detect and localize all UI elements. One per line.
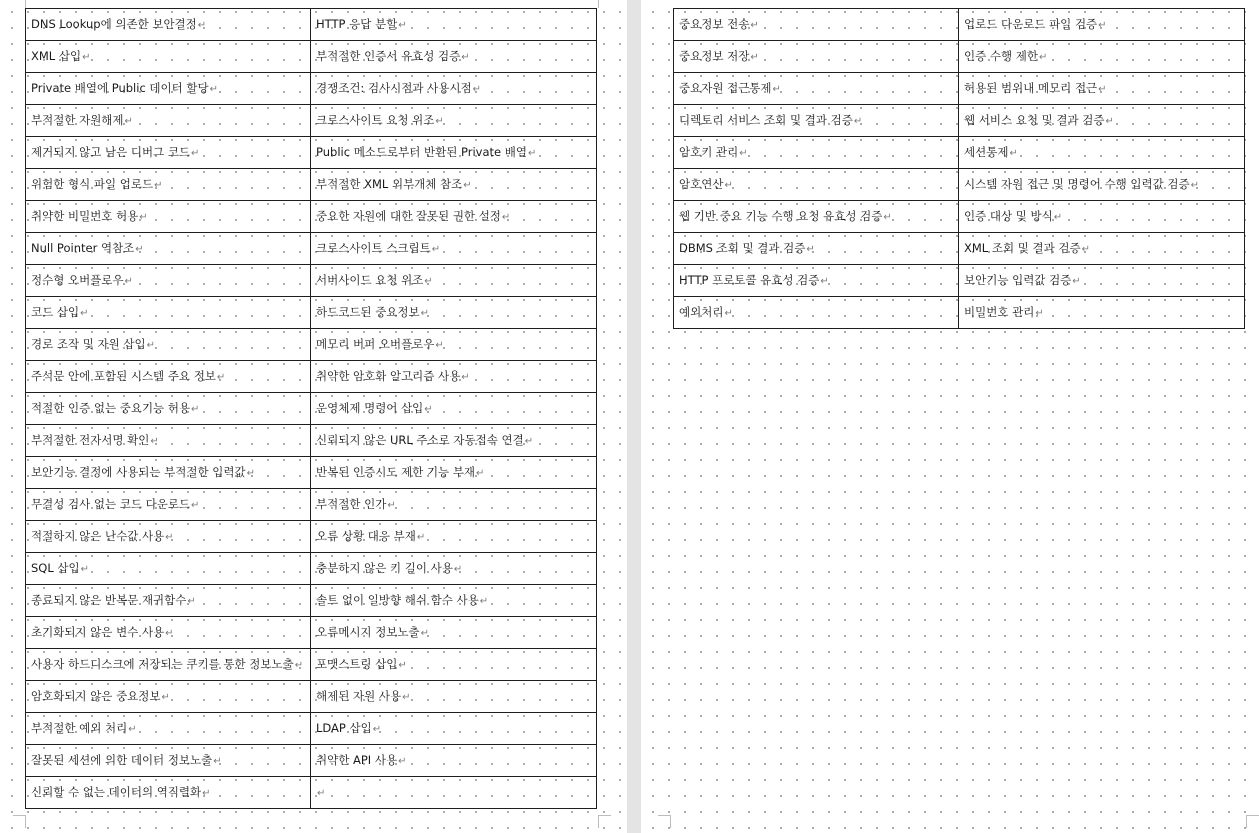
table-cell[interactable] (674, 233, 959, 265)
table-row (26, 105, 597, 137)
paragraph-return-icon: ↵ (124, 115, 133, 127)
paragraph-return-icon: ↵ (501, 211, 511, 223)
cell-text: 허용된 범위내 메모리 접근 (964, 80, 1098, 95)
table-row (674, 233, 1245, 265)
cell-text: 위험한 형식 파일 업로드 (31, 176, 154, 191)
table-row (26, 425, 597, 457)
cell-text: 종료되지 않은 반복문 재귀함수 (31, 592, 187, 607)
table-row (674, 169, 1245, 201)
table-cell[interactable] (311, 9, 597, 41)
paragraph-return-icon: ↵ (479, 595, 489, 607)
paragraph-return-icon: ↵ (191, 499, 200, 511)
cell-text: SQL 삽입 (31, 560, 80, 575)
cell-text: 부적절한 자원해제 (31, 112, 124, 127)
table-cell[interactable] (311, 73, 597, 105)
paragraph-return-icon: ↵ (1009, 147, 1018, 159)
cell-text: 중요자원 접근통제 (679, 80, 772, 95)
paragraph-return-icon: ↵ (187, 595, 196, 607)
cell-text: 인증 수행 제한 (964, 48, 1038, 63)
table-cell[interactable] (26, 9, 311, 41)
cell-text: 잘못된 세션에 의한 데이터 정보노출 (31, 752, 213, 767)
paragraph-return-icon: ↵ (772, 83, 781, 95)
paragraph-return-icon: ↵ (1035, 307, 1044, 319)
cell-text: 웹 기반 중요 기능 수행 요청 유효성 검증 (679, 208, 883, 223)
table-cell[interactable] (26, 489, 311, 521)
table-cell[interactable] (311, 777, 597, 809)
table-cell[interactable] (26, 393, 311, 425)
cell-text: Public 메소드로부터 반환된 Private 배열 (316, 144, 527, 159)
table-cell[interactable] (26, 169, 311, 201)
table-row (674, 9, 1245, 41)
paragraph-return-icon: ↵ (724, 307, 733, 319)
paragraph-return-icon: ↵ (1072, 275, 1081, 287)
table-cell[interactable] (311, 681, 597, 713)
cell-text: 부적절한 XML 외부개체 참조 (316, 176, 463, 191)
table-cell[interactable] (26, 649, 311, 681)
table-cell[interactable] (311, 233, 597, 265)
paragraph-return-icon: ↵ (1098, 19, 1107, 31)
paragraph-return-icon: ↵ (424, 275, 433, 287)
corner-mark (1246, 815, 1259, 828)
cell-text: 크로스사이트 요청 위조 (316, 112, 435, 127)
cell-text: 웹 서비스 요청 및 결과 검증 (964, 112, 1105, 127)
table-cell[interactable] (26, 361, 311, 393)
paragraph-return-icon: ↵ (191, 147, 200, 159)
table-row (26, 329, 597, 361)
cell-text: 보안기능 결정에 사용되는 부적절한 입력값 (31, 464, 246, 479)
paragraph-return-icon: ↵ (213, 755, 222, 767)
cell-text: 서버사이드 요청 위조 (316, 272, 424, 287)
table-cell[interactable] (311, 105, 597, 137)
table-row (26, 681, 597, 713)
table-cell[interactable] (26, 681, 311, 713)
table-row (26, 265, 597, 297)
table-row (26, 297, 597, 329)
table-row (26, 777, 597, 809)
cell-text: 취약한 비밀번호 허용 (31, 208, 139, 223)
cell-text: 예외처리 (679, 304, 724, 319)
table-row (26, 201, 597, 233)
paragraph-return-icon: ↵ (398, 19, 407, 31)
table-cell[interactable] (674, 297, 959, 329)
table-row (26, 617, 597, 649)
cell-text: 솔트 없이 일방향 해쉬 함수 사용 (316, 592, 479, 607)
table-cell[interactable] (311, 521, 597, 553)
paragraph-return-icon: ↵ (398, 755, 407, 767)
paragraph-return-icon: ↵ (150, 435, 159, 447)
table-cell[interactable] (959, 169, 1245, 201)
paragraph-return-icon: ↵ (387, 499, 396, 511)
cell-text: 디렉토리 서비스 조회 및 결과 검증 (679, 112, 853, 127)
table-row (26, 137, 597, 169)
table-row (674, 297, 1245, 329)
vulnerability-table-page-2 (673, 8, 1245, 329)
table-cell[interactable] (674, 265, 959, 297)
cell-text: 보안기능 입력값 검증 (964, 272, 1072, 287)
paragraph-return-icon: ↵ (416, 531, 426, 543)
paragraph-return-icon: ↵ (461, 51, 470, 63)
corner-mark (658, 815, 671, 828)
paragraph-return-icon: ↵ (750, 19, 759, 31)
paragraph-return-icon: ↵ (146, 339, 155, 351)
paragraph-return-icon: ↵ (435, 339, 444, 351)
paragraph-return-icon: ↵ (472, 83, 481, 95)
table-cell[interactable] (26, 457, 311, 489)
cell-text: 제거되지 않고 남은 디버그 코드 (31, 144, 191, 159)
cell-text: 중요정보 저장 (679, 48, 750, 63)
table-cell[interactable] (26, 553, 311, 585)
table-cell[interactable] (674, 169, 959, 201)
cell-text: 업로드 다운로드 파일 검증 (964, 16, 1098, 31)
cell-text: 하드코드된 중요정보 (316, 304, 420, 319)
table-cell[interactable] (311, 425, 597, 457)
table-row (26, 73, 597, 105)
paragraph-return-icon: ↵ (1053, 211, 1063, 223)
cell-text: 포맷스트링 삽입 (316, 656, 398, 671)
table-cell[interactable] (311, 713, 597, 745)
table-row (674, 73, 1245, 105)
paragraph-return-icon: ↵ (461, 371, 470, 383)
paragraph-return-icon: ↵ (135, 243, 144, 255)
corner-mark (598, 815, 611, 828)
paragraph-return-icon: ↵ (165, 531, 174, 543)
paragraph-return-icon: ↵ (124, 275, 133, 287)
paragraph-return-icon: ↵ (463, 179, 472, 191)
table-row (26, 521, 597, 553)
cell-text: 취약한 API 사용 (316, 752, 398, 767)
paragraph-return-icon: ↵ (476, 467, 485, 479)
table-cell[interactable] (674, 137, 959, 169)
paragraph-return-icon: ↵ (161, 691, 170, 703)
cell-text: 신뢰할 수 없는 데이터의 역직렬화 (31, 784, 202, 799)
paragraph-return-icon: ↵ (216, 371, 226, 383)
table-cell[interactable] (959, 297, 1245, 329)
paragraph-return-icon: ↵ (1038, 51, 1048, 63)
cell-text: HTTP 응답 분할 (316, 16, 398, 31)
cell-text: 정수형 오버플로우 (31, 272, 124, 287)
cell-text: HTTP 프로토콜 유효성 검증 (679, 272, 820, 287)
table-cell[interactable] (311, 41, 597, 73)
table-body (26, 9, 597, 809)
cell-text: 부적절한 인증서 유효성 검증 (316, 48, 461, 63)
paragraph-return-icon: ↵ (1105, 115, 1114, 127)
table-row (26, 649, 597, 681)
paragraph-return-icon: ↵ (402, 691, 411, 703)
table-row (26, 169, 597, 201)
table-cell[interactable] (311, 169, 597, 201)
table-cell[interactable] (959, 41, 1245, 73)
table-row (26, 41, 597, 73)
cell-text: 취약한 암호화 알고리즘 사용 (316, 368, 461, 383)
paragraph-return-icon: ↵ (853, 115, 863, 127)
paragraph-return-icon: ↵ (80, 307, 89, 319)
paragraph-return-icon: ↵ (806, 243, 815, 255)
cell-text: 경쟁조건: 검사시점과 사용시점 (316, 80, 472, 95)
table-cell[interactable] (311, 393, 597, 425)
paragraph-return-icon: ↵ (317, 787, 326, 799)
cell-text: 시스템 자원 접근 및 명령어 수행 입력값 검증 (964, 176, 1190, 191)
paragraph-return-icon: ↵ (154, 179, 163, 191)
table-row (26, 361, 597, 393)
table-cell[interactable] (311, 265, 597, 297)
table-row (26, 233, 597, 265)
paragraph-return-icon: ↵ (139, 211, 148, 223)
table-cell[interactable] (311, 297, 597, 329)
table-cell[interactable] (26, 745, 311, 777)
paragraph-return-icon: ↵ (128, 723, 137, 735)
cell-text: 초기화되지 않은 변수 사용 (31, 624, 165, 639)
table-cell[interactable] (959, 9, 1245, 41)
table-cell[interactable] (311, 137, 597, 169)
cell-text: 중요정보 전송 (679, 16, 750, 31)
table-cell[interactable] (26, 617, 311, 649)
cell-text: DNS Lookup에 의존한 보안결정 (31, 16, 197, 31)
table-cell[interactable] (959, 233, 1245, 265)
table-cell[interactable] (311, 457, 597, 489)
table-row (26, 713, 597, 745)
cell-text: 오류 상황 대응 부재 (316, 528, 416, 543)
paragraph-return-icon: ↵ (435, 115, 444, 127)
cell-text: 부적절한 전자서명 확인 (31, 432, 150, 447)
cell-text: 비밀번호 관리 (964, 304, 1035, 319)
table-cell[interactable] (26, 105, 311, 137)
cell-text: 중요한 자원에 대한 잘못된 권한 설정 (316, 208, 501, 223)
paragraph-return-icon: ↵ (165, 627, 174, 639)
paragraph-return-icon: ↵ (420, 627, 430, 639)
cell-text: 사용자 하드디스크에 저장되는 쿠키를 통한 정보노출 (31, 656, 294, 671)
table-cell[interactable] (26, 233, 311, 265)
cell-text: 암호화되지 않은 중요정보 (31, 688, 161, 703)
cell-text: XML 조회 및 결과 검증 (964, 240, 1081, 255)
table-cell[interactable] (26, 137, 311, 169)
table-cell[interactable] (26, 73, 311, 105)
paragraph-return-icon: ↵ (82, 51, 91, 63)
paragraph-return-icon: ↵ (202, 787, 211, 799)
table-body (674, 9, 1245, 329)
paragraph-return-icon: ↵ (1098, 83, 1107, 95)
table-cell[interactable] (311, 201, 597, 233)
cell-text: DBMS 조회 및 결과 검증 (679, 240, 806, 255)
table-cell[interactable] (674, 9, 959, 41)
paragraph-return-icon: ↵ (197, 19, 207, 31)
table-cell[interactable] (26, 41, 311, 73)
table-row (26, 553, 597, 585)
table-cell[interactable] (26, 425, 311, 457)
cell-text: 세션통제 (964, 144, 1009, 159)
table-cell[interactable] (959, 201, 1245, 233)
paragraph-return-icon: ↵ (80, 563, 90, 575)
table-cell[interactable] (26, 585, 311, 617)
table-cell[interactable] (26, 713, 311, 745)
table-cell[interactable] (311, 585, 597, 617)
cell-text: Private 배열에 Public 데이터 할당 (31, 80, 209, 95)
table-row (674, 201, 1245, 233)
table-cell[interactable] (311, 553, 597, 585)
table-cell[interactable] (26, 521, 311, 553)
table-cell[interactable] (959, 137, 1245, 169)
table-row (26, 745, 597, 777)
table-cell[interactable] (26, 265, 311, 297)
corner-mark (13, 815, 26, 828)
table-row (26, 489, 597, 521)
cell-text: 암호키 관리 (679, 144, 739, 159)
paragraph-return-icon: ↵ (820, 275, 829, 287)
paragraph-return-icon: ↵ (294, 659, 304, 671)
cell-text: 적절하지 않은 난수값 사용 (31, 528, 165, 543)
table-cell[interactable] (674, 105, 959, 137)
cell-text: 메모리 버퍼 오버플로우 (316, 336, 435, 351)
cell-text: 경로 조작 및 자원 삽입 (31, 336, 146, 351)
paragraph-return-icon: ↵ (209, 83, 219, 95)
table-cell[interactable] (311, 745, 597, 777)
cell-text: 무결성 검사 없는 코드 다운로드 (31, 496, 191, 511)
table-row (26, 585, 597, 617)
table-row (26, 9, 597, 41)
vulnerability-table-page-1 (25, 8, 597, 809)
paragraph-return-icon: ↵ (424, 403, 433, 415)
paragraph-return-icon: ↵ (453, 563, 463, 575)
paragraph-return-icon: ↵ (1190, 179, 1199, 191)
cell-text: 적절한 인증 없는 중요기능 허용 (31, 400, 191, 415)
paragraph-return-icon: ↵ (246, 467, 255, 479)
cell-text: 충분하지 않은 키 길이 사용 (316, 560, 453, 575)
table-cell[interactable] (959, 105, 1245, 137)
table-row (26, 393, 597, 425)
paragraph-return-icon: ↵ (524, 435, 534, 447)
cell-text: 코드 삽입 (31, 304, 80, 319)
table-cell[interactable] (311, 361, 597, 393)
cell-text: 인증 대상 및 방식 (964, 208, 1053, 223)
table-cell[interactable] (311, 649, 597, 681)
paragraph-return-icon: ↵ (739, 147, 748, 159)
table-cell[interactable] (311, 617, 597, 649)
cell-text: XML 삽입 (31, 48, 82, 63)
paragraph-return-icon: ↵ (431, 243, 441, 255)
cell-text: 반복된 인증시도 제한 기능 부재 (316, 464, 476, 479)
table-cell[interactable] (674, 41, 959, 73)
paragraph-return-icon: ↵ (372, 723, 382, 735)
cell-text: 주석문 안에 포함된 시스템 주요 정보 (31, 368, 216, 383)
cell-text: 크로스사이트 스크립트 (316, 240, 431, 255)
paragraph-return-icon: ↵ (883, 211, 892, 223)
paragraph-return-icon: ↵ (527, 147, 537, 159)
table-row (674, 41, 1245, 73)
paragraph-return-icon: ↵ (420, 307, 430, 319)
page-gutter (627, 0, 641, 833)
paragraph-return-icon: ↵ (724, 179, 733, 191)
paragraph-return-icon: ↵ (191, 403, 200, 415)
table-row (674, 265, 1245, 297)
cell-text: 부적절한 인가 (316, 496, 387, 511)
cell-text: 운영체제 명령어 삽입 (316, 400, 424, 415)
table-cell[interactable] (26, 777, 311, 809)
table-row (674, 137, 1245, 169)
paragraph-return-icon: ↵ (750, 51, 759, 63)
table-cell[interactable] (311, 329, 597, 361)
paragraph-return-icon: ↵ (398, 659, 407, 671)
table-cell[interactable] (674, 201, 959, 233)
table-cell[interactable] (26, 201, 311, 233)
table-cell[interactable] (311, 489, 597, 521)
cell-text: Null Pointer 역참조 (31, 240, 135, 255)
corner-mark (598, 0, 611, 8)
cell-text: 오류메시지 정보노출 (316, 624, 420, 639)
cell-text: 부적절한 예외 처리 (31, 720, 128, 735)
corner-mark (13, 0, 26, 8)
table-cell[interactable] (674, 73, 959, 105)
table-cell[interactable] (26, 329, 311, 361)
table-cell[interactable] (26, 297, 311, 329)
table-cell[interactable] (959, 73, 1245, 105)
paragraph-return-icon: ↵ (1081, 243, 1090, 255)
cell-text: 신뢰되지 않은 URL 주소로 자동접속 연결 (316, 432, 524, 447)
cell-text: 암호연산 (679, 176, 724, 191)
cell-text: 해제된 자원 사용 (316, 688, 402, 703)
cell-text: LDAP 삽입 (316, 720, 372, 735)
table-row (26, 457, 597, 489)
table-row (674, 105, 1245, 137)
table-cell[interactable] (959, 265, 1245, 297)
